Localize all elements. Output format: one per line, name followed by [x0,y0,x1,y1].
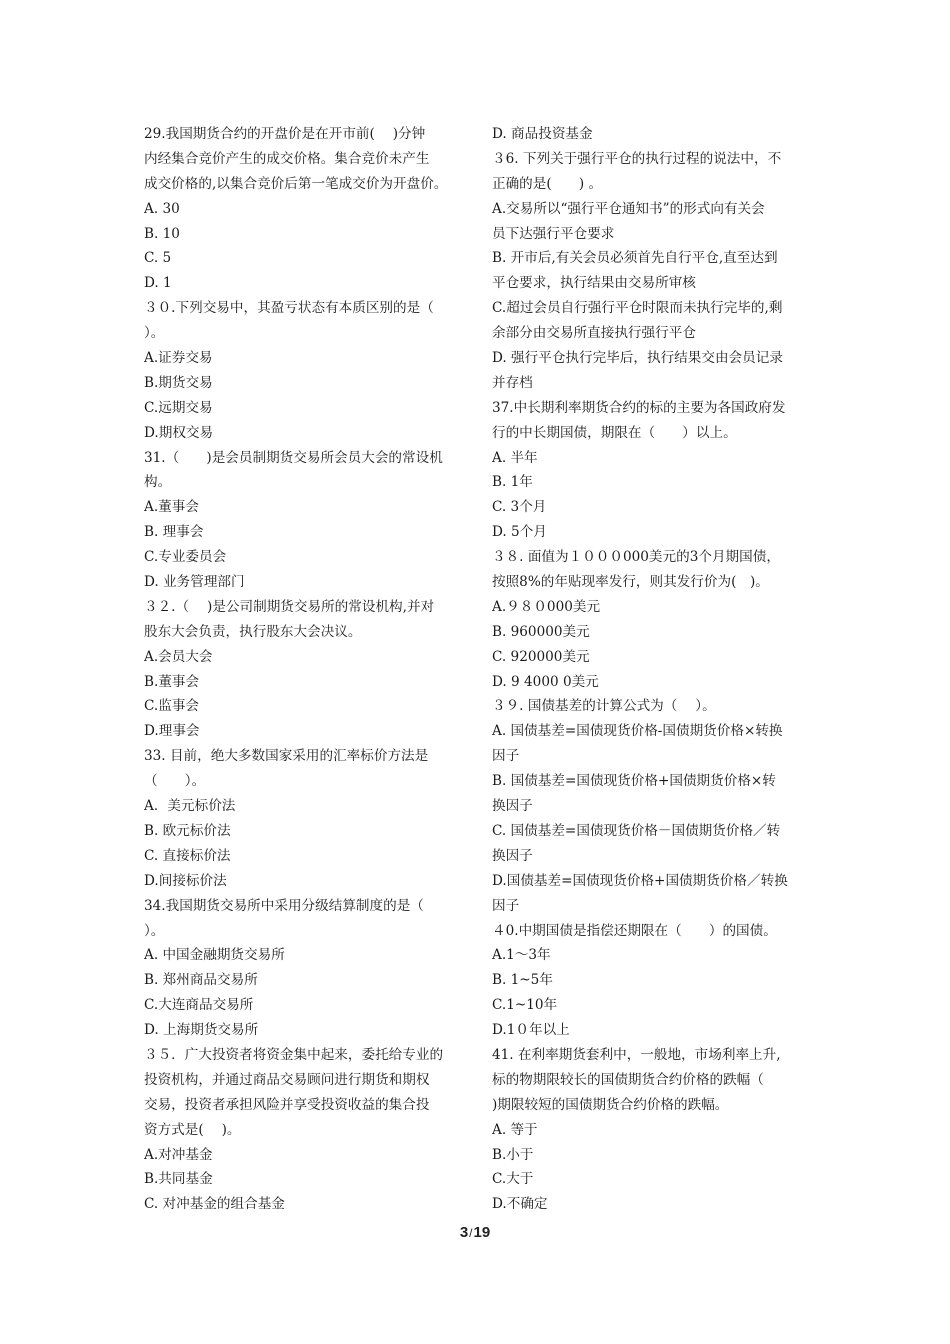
text-line: A. 国债基差=国债现货价格-国债期货价格×转换 [492,723,783,740]
text-line: B. 10 [144,225,180,242]
text-line: D. 上海期货交易所 [144,1022,259,1039]
text-line: D. 5个月 [492,524,547,541]
page-separator: / [469,1226,473,1240]
text-line: D. 商品投资基金 [492,126,593,142]
text-line: 33. 目前，绝大多数国家采用的汇率标价方法是 [144,748,429,765]
text-line: C.监事会 [144,698,200,715]
text-line: A.1～3年 [492,947,551,964]
text-line: B. 开市后,有关会员必须首先自行平仓,直至达到 [492,250,778,267]
text-line: 换因子 [492,847,533,864]
text-line: A.董事会 [144,499,199,516]
text-line: D. 1 [144,275,172,292]
text-line: C.专业委员会 [144,549,227,566]
left-column [144,122,466,1217]
text-line: 因子 [492,897,520,914]
text-line: A．美元标价法 [144,798,236,815]
text-line: 资方式是( )。 [144,1121,241,1138]
text-line: 29.我国期货合约的开盘价是在开市前( )分钟 [144,126,426,142]
text-line: A. 半年 [492,449,538,466]
text-line: B.董事会 [144,673,200,690]
text-line: ３０.下列交易中，其盈亏状态有本质区别的是（ [144,300,434,317]
text-line: 成交价格的,以集合竞价后第一笔成交价为开盘价。 [144,175,448,192]
text-line: C.超过会员自行强行平仓时限而未执行完毕的,剩 [492,300,783,317]
text-line: C.大于 [492,1171,534,1188]
text-line: B. 理事会 [144,524,204,541]
text-line: 员下达强行平仓要求 [492,225,615,242]
text-line: 41. 在利率期货套利中，一般地，市场利率上升, [492,1046,781,1063]
text-line: D.国债基差=国债现货价格+国债期货价格／转换 [492,872,788,889]
text-line: ３５．广大投资者将资金集中起来，委托给专业的 [144,1046,444,1063]
text-line: 余部分由交易所直接执行强行平仓 [492,325,696,342]
text-line: ３８. 面值为１０００000美元的3个月期国债， [492,549,780,566]
text-line: （ ）。 [144,773,206,790]
text-line: 因子 [492,748,520,765]
text-line: C. 直接标价法 [144,847,231,864]
text-line: 平仓要求，执行结果由交易所审核 [492,275,696,292]
right-column [492,122,814,1217]
text-line: 投资机构，并通过商品交易顾问进行期货和期权 [144,1071,430,1088]
text-line: 构。 [144,474,172,491]
text-line: ４0.中期国债是指偿还期限在（ ）的国债。 [492,922,777,939]
text-line: D.1０年以上 [492,1022,570,1039]
text-line: B. 郑州商品交易所 [144,972,258,989]
text-line: 行的中长期国债，期限在（ ）以上。 [492,424,737,441]
text-line: C.1~10年 [492,997,558,1014]
text-line: ３２.（ )是公司制期货交易所的常设机构,并对 [144,598,435,615]
text-line: A. 中国金融期货交易所 [144,947,285,964]
text-line: D.期权交易 [144,424,214,441]
page-number [0,1224,950,1241]
text-line: 按照8%的年贴现率发行，则其发行价为( )。 [492,574,769,591]
text-line: B.期货交易 [144,374,213,391]
text-line: D. 9 4000 0美元 [492,673,599,690]
text-line: 37.中长期利率期货合约的标的主要为各国政府发 [492,399,786,416]
text-line: 交易，投资者承担风险并享受投资收益的集合投 [144,1096,430,1113]
text-line: 内经集合竞价产生的成交价格。集合竞价未产生 [144,150,430,167]
text-line: C. 920000美元 [492,648,590,665]
text-line: C. 5 [144,250,172,267]
text-line: ３９. 国债基差的计算公式为（ ）。 [492,698,716,715]
text-line: C. 3个月 [492,499,547,516]
text-line: C. 对冲基金的组合基金 [144,1196,285,1213]
text-line: B.小于 [492,1146,534,1163]
text-line: D.不确定 [492,1196,548,1213]
text-line: C.远期交易 [144,399,213,416]
text-line: A.９８０000美元 [492,598,601,615]
text-line: ）。 [144,325,165,342]
text-line: B.共同基金 [144,1171,213,1188]
total-pages: 19 [473,1224,491,1241]
text-line: A.会员大会 [144,648,213,665]
text-line: 34.我国期货交易所中采用分级结算制度的是（ [144,897,424,914]
text-line: D. 强行平仓执行完毕后，执行结果交由会员记录 [492,350,783,367]
text-line: D.间接标价法 [144,872,227,889]
text-line: 标的物期限较长的国债期货合约价格的跌幅（ [492,1071,764,1088]
text-line: C.大连商品交易所 [144,997,254,1014]
text-line: D. 业务管理部门 [144,574,245,591]
text-line: ３6. 下列关于强行平仓的执行过程的说法中，不 [492,150,782,167]
text-line: C. 国债基差=国债现货价格－国债期货价格／转 [492,822,781,839]
text-line: A.证券交易 [144,350,213,367]
text-line: B. 1~5年 [492,972,553,989]
text-line: B. 960000美元 [492,623,590,640]
text-line: B. 1年 [492,474,533,491]
text-line: 并存档 [492,374,533,391]
text-line: 换因子 [492,798,533,815]
text-line: )期限较短的国债期货合约价格的跌幅。 [492,1096,729,1113]
text-line: A. 30 [144,200,180,217]
text-line: B. 欧元标价法 [144,822,231,839]
text-line: 股东大会负责，执行股东大会决议。 [144,623,362,640]
text-line: A.对冲基金 [144,1146,213,1163]
current-page: 3 [459,1224,469,1241]
text-line: A. 等于 [492,1121,538,1138]
text-line: ）。 [144,922,165,939]
text-line: 正确的是( ) 。 [492,175,603,192]
text-line: B. 国债基差=国债现货价格+国债期货价格×转 [492,773,776,790]
text-line: A.交易所以“强行平仓通知书”的形式向有关会 [492,200,765,217]
text-line: D.理事会 [144,723,200,740]
text-line: 31.（ )是会员制期货交易所会员大会的常设机 [144,449,443,466]
